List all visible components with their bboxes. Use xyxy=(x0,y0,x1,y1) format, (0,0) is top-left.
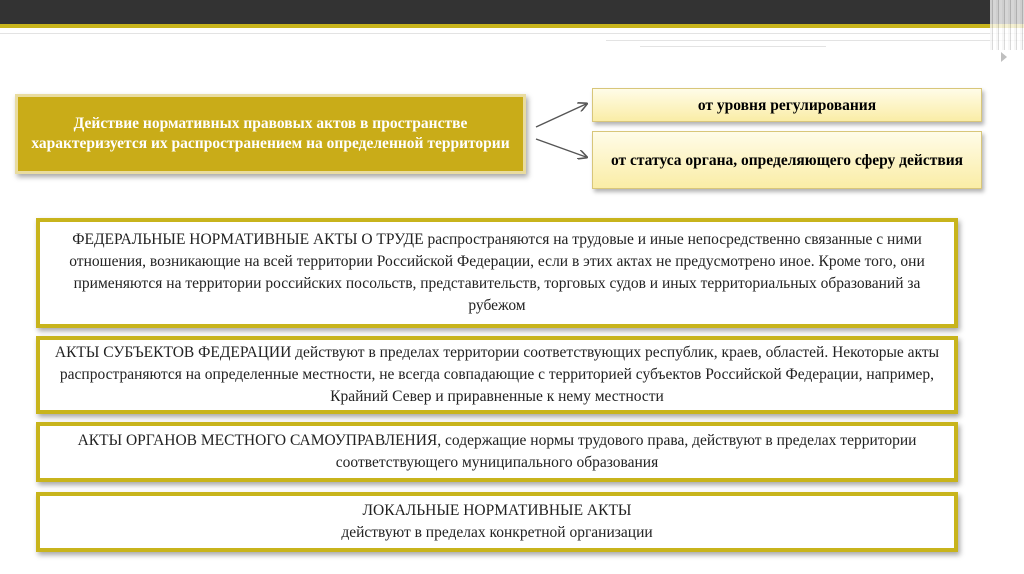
accent-line xyxy=(0,24,1024,28)
subject-acts-block xyxy=(36,336,958,414)
decorative-line xyxy=(640,46,826,47)
arrow-up-icon xyxy=(536,104,586,127)
block-text: АКТЫ СУБЪЕКТОВ ФЕДЕРАЦИИ действуют в пределах территории соответствующих республик, краев, областей. Некоторые акты распространяются на определенные местности, не всегда совпадающие с территорией субъектов Российской Федерации, например, Крайний Север и приравненные к нему местности xyxy=(54,344,940,405)
main-statement-box xyxy=(15,94,526,174)
play-icon xyxy=(1001,52,1007,62)
category-label: от статуса органа, определяющего сферу действия xyxy=(610,151,964,169)
category-box-body-status xyxy=(592,131,982,189)
municipal-acts-block xyxy=(36,422,958,482)
block-text: ФЕДЕРАЛЬНЫЕ НОРМАТИВНЫЕ АКТЫ О ТРУДЕ распространяются на трудовые и иные непосредственно связанные с ними отношения, возникающие на всей территории Российской Федерации, если в этих актах не предусмотрено иное. Кроме того, они применяются на территории российских посольств, представительств, торговых судов и иных территориальных образований за рубежом xyxy=(69,231,925,314)
category-box-regulation-level xyxy=(592,88,982,122)
corner-stripes xyxy=(990,0,1024,50)
top-bar xyxy=(0,0,1024,24)
decorative-line xyxy=(606,40,1024,41)
block-title: ЛОКАЛЬНЫЕ НОРМАТИВНЫЕ АКТЫ xyxy=(362,502,632,519)
local-acts-block xyxy=(36,492,958,552)
category-label: от уровня регулирования xyxy=(697,96,877,114)
arrow-down-icon xyxy=(536,139,586,157)
decorative-line xyxy=(0,33,1024,34)
block-text: действуют в пределах конкретной организации xyxy=(341,524,653,541)
branch-arrows xyxy=(532,95,592,165)
block-text: АКТЫ ОРГАНОВ МЕСТНОГО САМОУПРАВЛЕНИЯ, содержащие нормы трудового права, действуют в пределах территории соответствующего муниципального образования xyxy=(77,432,917,471)
federal-acts-block xyxy=(36,218,958,328)
main-statement-text: Действие нормативных правовых актов в пространстве характеризуется их распространением на определенной территории xyxy=(31,115,510,152)
